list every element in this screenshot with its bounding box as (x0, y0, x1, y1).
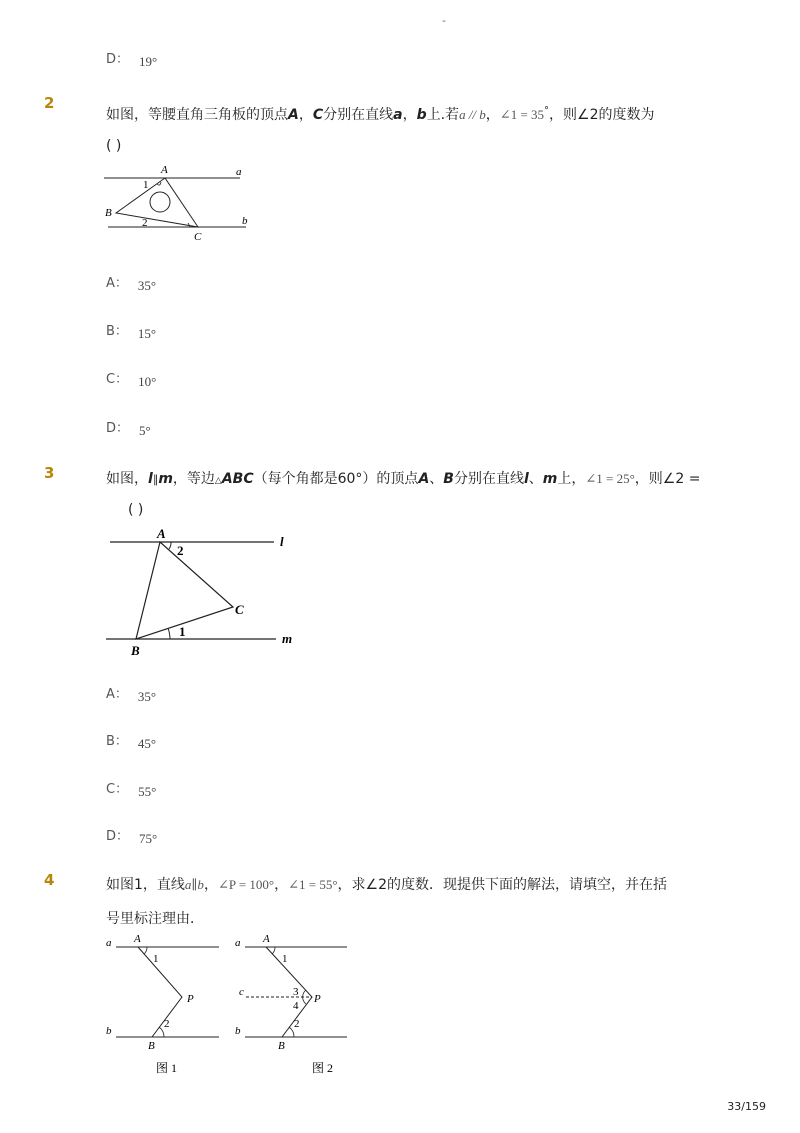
fig-label-line-m: m (282, 631, 293, 646)
fig-label-line-b: b (235, 1025, 241, 1037)
fig-label-angle-1: 1 (153, 953, 159, 965)
question-4-stem-line-2: 号里标注理由． (106, 911, 204, 927)
stem-text: ， (203, 877, 218, 893)
stem-text: ，则∠2 = (634, 471, 701, 487)
stem-var: A (418, 471, 430, 487)
option-value: 19° (139, 54, 158, 69)
fig-label-a-vertex: A (157, 526, 166, 541)
stem-math: ∠1 = 35 (499, 107, 545, 122)
stem-text: ，等边 (172, 471, 215, 487)
fig-label-angle-4: 4 (293, 1000, 299, 1012)
q2-option-b[interactable] (106, 320, 156, 339)
fig-label-angle-2: 2 (177, 543, 184, 558)
question-4-figure-1 (100, 928, 230, 1080)
stem-math: ∠P = 100° (217, 877, 275, 892)
stem-var: B (443, 471, 454, 487)
option-value: 55° (138, 784, 157, 799)
fig-label-line-b: b (242, 215, 248, 227)
q2-option-a[interactable] (106, 272, 156, 291)
stem-var: A (288, 107, 299, 123)
question-3-paren: ( ) (128, 502, 144, 518)
stem-var: m (542, 471, 558, 487)
fig-label-line-a: a (236, 166, 242, 178)
option-label: B： (106, 734, 128, 749)
page-top-mark: - (442, 14, 446, 27)
fig-label-c-vertex: C (194, 231, 202, 243)
option-label: C： (106, 782, 129, 797)
stem-degree: ° (544, 105, 550, 117)
stem-var: ABC (221, 471, 254, 487)
fig-label-point-a: A (134, 933, 141, 945)
q3-option-c[interactable] (106, 778, 156, 797)
stem-text: 分别在直线 (323, 107, 394, 123)
fig-label-line-b: b (106, 1025, 112, 1037)
fig-label-line-a: a (106, 937, 112, 949)
fig-label-b-vertex: B (105, 207, 112, 219)
stem-var: C (312, 107, 324, 123)
figure-caption: 图 1 (156, 1061, 178, 1075)
q2-option-d[interactable] (106, 417, 151, 436)
stem-text: ，求∠2的度数．现提供下面的解法，请填空，并在括 (337, 877, 668, 893)
question-number-4: 4 (44, 871, 55, 889)
option-value: 35° (137, 278, 157, 293)
fig-label-angle-1: 1 (282, 953, 288, 965)
stem-text: 如图1，直线 (106, 877, 185, 893)
question-3-stem (106, 468, 700, 488)
stem-text: ，则∠2的度数为 (549, 107, 655, 123)
question-2-figure (100, 160, 260, 244)
option-label: A： (106, 687, 128, 702)
question-3-figure (100, 524, 300, 660)
question-number-2: 2 (44, 94, 55, 112)
stem-math: ∠1 = 55° (288, 877, 338, 892)
stem-text: ， (298, 107, 313, 123)
stem-text: 、 (429, 471, 444, 487)
fig-label-point-p: P (187, 993, 194, 1005)
stem-text: ， (274, 877, 289, 893)
q3-option-a[interactable] (106, 683, 156, 702)
question-number-3: 3 (44, 464, 55, 482)
fig-label-point-b: B (278, 1040, 285, 1052)
stem-text: ， (485, 107, 500, 123)
option-label: B： (106, 324, 128, 339)
option-value: 10° (138, 374, 157, 389)
fig-label-angle-1: 1 (179, 624, 186, 639)
stem-text: 上.若 (426, 107, 460, 123)
fig-label-angle-3: 3 (293, 986, 299, 998)
stem-var: l (523, 471, 529, 487)
stem-symbol: ∥ (152, 473, 159, 486)
stem-text: 如图， (106, 471, 148, 487)
figure-caption: 图 2 (312, 1061, 334, 1075)
fig-label-b-vertex: B (131, 643, 140, 658)
option-value: 75° (139, 831, 158, 846)
fig-label-point-p: P (314, 993, 321, 1005)
q3-option-b[interactable] (106, 730, 156, 749)
stem-var: b (416, 107, 427, 123)
fig-label-angle-1: 1 (143, 179, 149, 191)
option-value: 35° (137, 689, 157, 704)
fig-label-c-vertex: C (235, 602, 244, 617)
option-label: D： (106, 829, 130, 844)
q3-option-d[interactable] (106, 825, 157, 844)
fig-label-line-l: l (280, 534, 284, 549)
option-value: 5° (139, 423, 151, 438)
option-label: C： (106, 372, 129, 387)
option-label: A： (106, 276, 128, 291)
option-label: D： (106, 52, 130, 67)
fig-label-point-a: A (263, 933, 270, 945)
stem-math: a∥b (184, 877, 204, 892)
fig-label-line-a: a (235, 937, 241, 949)
q2-option-c[interactable] (106, 368, 156, 387)
option-label: D： (106, 421, 130, 436)
fig-label-a-vertex: A (161, 164, 168, 176)
stem-math: a // b (459, 107, 486, 122)
fig-label-point-b: B (148, 1040, 155, 1052)
stem-text: 分别在直线 (453, 471, 524, 487)
page-number: 33/159 (727, 1100, 766, 1113)
fig-label-angle-2: 2 (142, 217, 148, 229)
option-value: 45° (137, 736, 157, 751)
question-4-stem (106, 874, 667, 894)
stem-var: a (393, 107, 403, 123)
question-2-paren: ( ) (106, 138, 122, 154)
stem-text: ， (402, 107, 417, 123)
stem-text: 、 (528, 471, 543, 487)
prev-option-d[interactable] (106, 48, 157, 67)
stem-var: l (148, 471, 153, 487)
stem-math: ∠1 = 25° (585, 471, 635, 486)
stem-text: 上， (557, 471, 586, 487)
fig-label-angle-2: 2 (294, 1018, 300, 1030)
stem-text: （每个角都是60°）的顶点 (253, 471, 419, 487)
question-2-stem (106, 104, 655, 124)
option-value: 15° (137, 326, 157, 341)
stem-text: 如图，等腰直角三角板的顶点 (106, 107, 288, 123)
stem-var: m (158, 471, 173, 487)
stem-symbol: △ (214, 476, 222, 486)
fig-label-line-c: c (239, 986, 244, 998)
question-4-figure-2 (230, 928, 360, 1080)
fig-label-angle-2: 2 (164, 1018, 170, 1030)
